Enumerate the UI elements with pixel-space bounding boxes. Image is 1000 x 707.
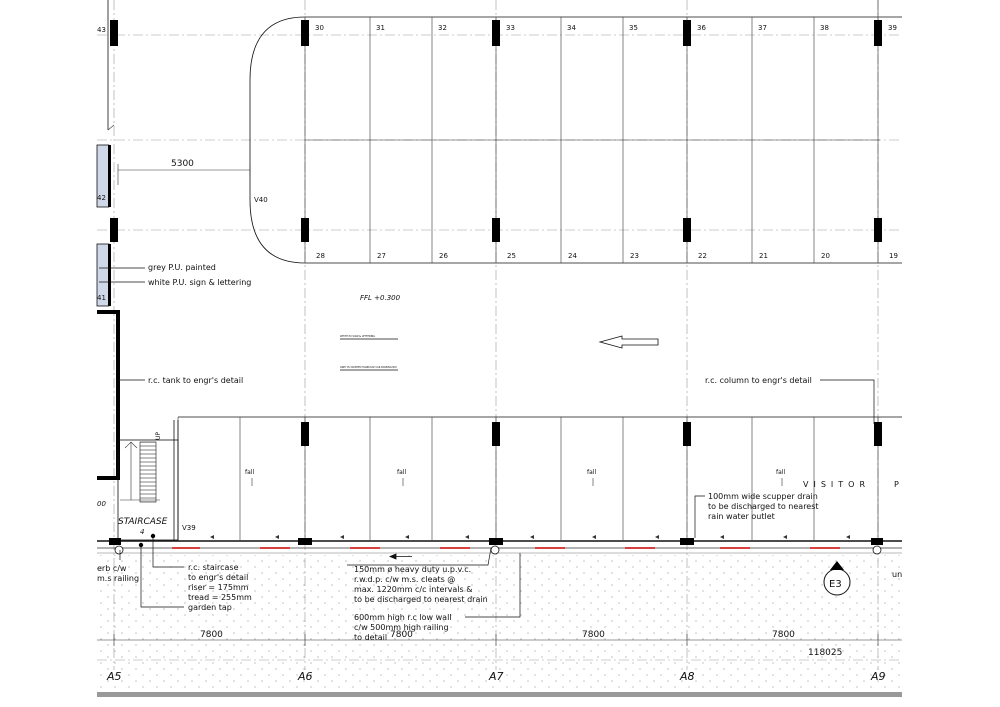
note-cut-right: un [892, 570, 903, 579]
column [683, 20, 691, 46]
column [301, 20, 309, 46]
dimension-label: 7800 [390, 630, 413, 640]
bay-numbers-bottom [316, 252, 898, 260]
svg-text:riser = 175mm: riser = 175mm [188, 583, 249, 592]
svg-text:to be discharged to nearest: to be discharged to nearest [708, 502, 819, 511]
column [683, 422, 691, 446]
bay-number: 22 [698, 252, 707, 260]
visitor-label-cut: P [894, 480, 899, 489]
bay-number: 34 [567, 24, 576, 32]
fall-label: fall [587, 469, 597, 476]
grid-label: A8 [680, 670, 695, 683]
fall-label: fall [776, 469, 786, 476]
bay-number: 21 [759, 252, 768, 260]
svg-text:m.s railing: m.s railing [97, 574, 140, 583]
column [874, 422, 882, 446]
side-label: 42 [97, 194, 106, 202]
tiny-note: GREY PU PAINTED HANDICAP CAR PARKING BAY [340, 366, 397, 369]
bay-number: 31 [376, 24, 385, 32]
parking-bays-top [250, 0, 902, 263]
column [874, 218, 882, 242]
svg-text:600mm high r.c low wall: 600mm high r.c low wall [354, 613, 452, 622]
grid-label: A9 [871, 670, 886, 683]
svg-text:c/w 500mm high railing: c/w 500mm high railing [354, 623, 449, 632]
bay-number: 27 [377, 252, 386, 260]
traffic-arrow [600, 336, 658, 348]
side-label: 41 [97, 294, 106, 302]
staircase-label: STAIRCASE [118, 517, 168, 527]
bay-number: 36 [697, 24, 706, 32]
bay-number: 30 [315, 24, 324, 32]
side-label: 00 [97, 500, 106, 508]
column [110, 20, 118, 46]
bay-number: 37 [758, 24, 767, 32]
note-scupper [708, 492, 819, 521]
column [492, 20, 500, 46]
column [301, 422, 309, 446]
ffl-label: FFL +0.300 [360, 294, 401, 302]
fall-label: fall [245, 469, 255, 476]
section-marker-label: E3 [829, 579, 842, 590]
grid-label: A6 [298, 670, 313, 683]
bay-number: 23 [630, 252, 639, 260]
dimension-label: 7800 [772, 630, 795, 640]
note-grey-pu: grey P.U. painted [148, 263, 216, 272]
visitor-label: VISITOR [803, 480, 871, 489]
note-rc-column: r.c. column to engr's detail [705, 376, 812, 385]
note-rc-tank: r.c. tank to engr's detail [148, 376, 244, 385]
column [492, 218, 500, 242]
svg-text:100mm wide scupper drain: 100mm wide scupper drain [708, 492, 818, 501]
bay-number: 20 [821, 252, 830, 260]
column [683, 218, 691, 242]
v40-label: V40 [254, 196, 268, 204]
dimension-5300-label: 5300 [171, 159, 194, 169]
svg-text:to engr's detail: to engr's detail [188, 573, 249, 582]
staircase-number: 4 [140, 528, 145, 536]
bay-number: 33 [506, 24, 515, 32]
grid-label: A7 [489, 670, 504, 683]
svg-text:to be discharged to nearest dr: to be discharged to nearest drain [354, 595, 488, 604]
svg-text:rain water outlet: rain water outlet [708, 512, 775, 521]
up-label: UP [155, 431, 162, 440]
bay-number: 19 [889, 252, 898, 260]
bay-number: 28 [316, 252, 325, 260]
note-garden-tap: garden tap [188, 603, 232, 612]
svg-text:tread = 255mm: tread = 255mm [188, 593, 252, 602]
v39-label: V39 [182, 524, 196, 532]
fall-label: fall [397, 469, 407, 476]
svg-text:to detail: to detail [354, 633, 388, 642]
column [301, 218, 309, 242]
svg-text:r.c. staircase: r.c. staircase [188, 563, 239, 572]
bay-number: 39 [888, 24, 897, 32]
svg-text:150mm ø heavy duty u.p.v.c.: 150mm ø heavy duty u.p.v.c. [354, 565, 472, 574]
bay-number: 43 [97, 26, 106, 34]
bay-number: 38 [820, 24, 829, 32]
svg-text:erb c/w: erb c/w [97, 564, 127, 573]
parking-bays-bottom [178, 417, 902, 540]
tiny-note: WHITE PU SIGN & LETTERING [340, 335, 376, 338]
bay-number: 26 [439, 252, 448, 260]
bay-number: 32 [438, 24, 447, 32]
column [110, 218, 118, 242]
bay-number: 24 [568, 252, 577, 260]
grid-label: A5 [107, 670, 122, 683]
svg-text:max. 1220mm c/c intervals &: max. 1220mm c/c intervals & [354, 585, 473, 594]
svg-text:r.w.d.p. c/w m.s. cleats @: r.w.d.p. c/w m.s. cleats @ [354, 575, 456, 584]
bay-number: 25 [507, 252, 516, 260]
column [874, 20, 882, 46]
column [492, 422, 500, 446]
bay-number: 35 [629, 24, 638, 32]
total-dimension: 118025 [808, 648, 843, 658]
dimension-label: 7800 [200, 630, 223, 640]
note-upvc [354, 565, 488, 604]
dimension-label: 7800 [582, 630, 605, 640]
note-white-pu: white P.U. sign & lettering [148, 278, 252, 287]
